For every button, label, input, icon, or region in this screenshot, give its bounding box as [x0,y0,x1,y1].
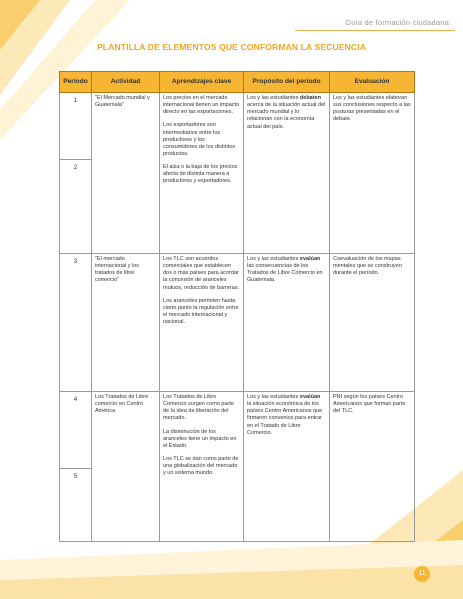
proposito-text: las consecuencias de los Tratados de Libre Comercio en Guatemala. [247,263,323,284]
period-cell: 3 [60,254,92,392]
evaluacion-cell: Los y las estudiantes elaboran sus conclusiones respecto a las posturas presentadas en el debate. [330,93,415,254]
aprendizajes-cell [160,392,244,542]
proposito-text: Los y las estudiantes [247,394,300,400]
aprendizaje-text: Los TLC son acuerdos comerciales que establecen dos o más países para acordar la concesión de aranceles mutuos, reducción de barreras. [163,256,240,291]
proposito-text: acerca de la situación actual del mercado mundial y lo relacionan con la economía actual del país. [247,102,326,130]
proposito-text: Los y las estudiantes [247,256,300,262]
aprendizajes-cell [160,93,244,254]
period-cell: 5 [60,469,92,542]
page-title: PLANTILLA DE ELEMENTOS QUE CONFORMAN LA SECUENCIA [96,42,367,52]
header-proposito: Propósito del período [244,72,330,93]
table-row [60,93,415,160]
aprendizaje-text: La disminución de los aranceles tiene un impacto en el Estado. [163,428,237,449]
table-header-row [60,72,415,93]
aprendizaje-text: Los precios en el mercado internacional tienen un impacto directo en las exportaciones. [163,95,240,116]
aprendizaje-text: Los TLC se dan como parte de una globalización del mercado y un sistema mundo. [163,455,239,477]
evaluacion-cell: PNI según los países Centro Americanos que forman parte del TLC. [330,392,415,542]
header-evaluacion: Evaluación [330,72,415,93]
header-actividad: Actividad [92,72,160,93]
aprendizaje-text: Los Tratados de Libre Comercio surgen como parte de la idea de liberación del mercado. [163,394,234,422]
period-cell: 2 [60,160,92,254]
proposito-verb: evalúan [299,256,321,262]
period-cell: 4 [60,392,92,469]
header-aprendizajes: Aprendizajes clave [160,72,244,93]
proposito-text: la situación económica de los países Centro Americanos que firmaron convenios para entrar en el Tratado de Libre Comercio. [247,401,323,436]
period-cell: 1 [60,93,92,160]
guide-title: Guía de formación ciudadana [345,18,449,27]
proposito-cell [244,254,330,392]
aprendizaje-text: Los exportadores son intermediarios entre los productores y los consumidores de los distintos productos. [163,122,236,157]
aprendizajes-cell [160,254,244,392]
proposito-cell [244,392,330,542]
page-number: 11 [414,566,430,582]
actividad-cell: Los Tratados de Libre comercio en Centro América [92,392,160,542]
aprendizaje-text: El alza o la baja de los precios afecta de distinta manera a productores y exportadores. [163,164,238,185]
proposito-text: Los y las estudiantes [247,95,300,101]
proposito-cell [244,93,330,254]
actividad-cell: "El Mercado mundial y Guatemala" [92,93,160,254]
header-periodo: Período [60,72,92,93]
proposito-verb: debaten [299,95,321,101]
evaluacion-cell: Coevaluación de los mapas mentales que se construyen durante el período. [330,254,415,392]
actividad-cell: "El mercado internacional y los tratados de libre comercio" [92,254,160,392]
table-row [60,254,415,392]
aprendizaje-text: Los aranceles permiten hasta cierto punto la regulación entre el mercado internacional y nacional. [163,297,239,326]
table-row [60,392,415,469]
sequence-table [59,71,415,542]
header-divider [295,30,455,31]
proposito-verb: evalúan [299,394,321,400]
